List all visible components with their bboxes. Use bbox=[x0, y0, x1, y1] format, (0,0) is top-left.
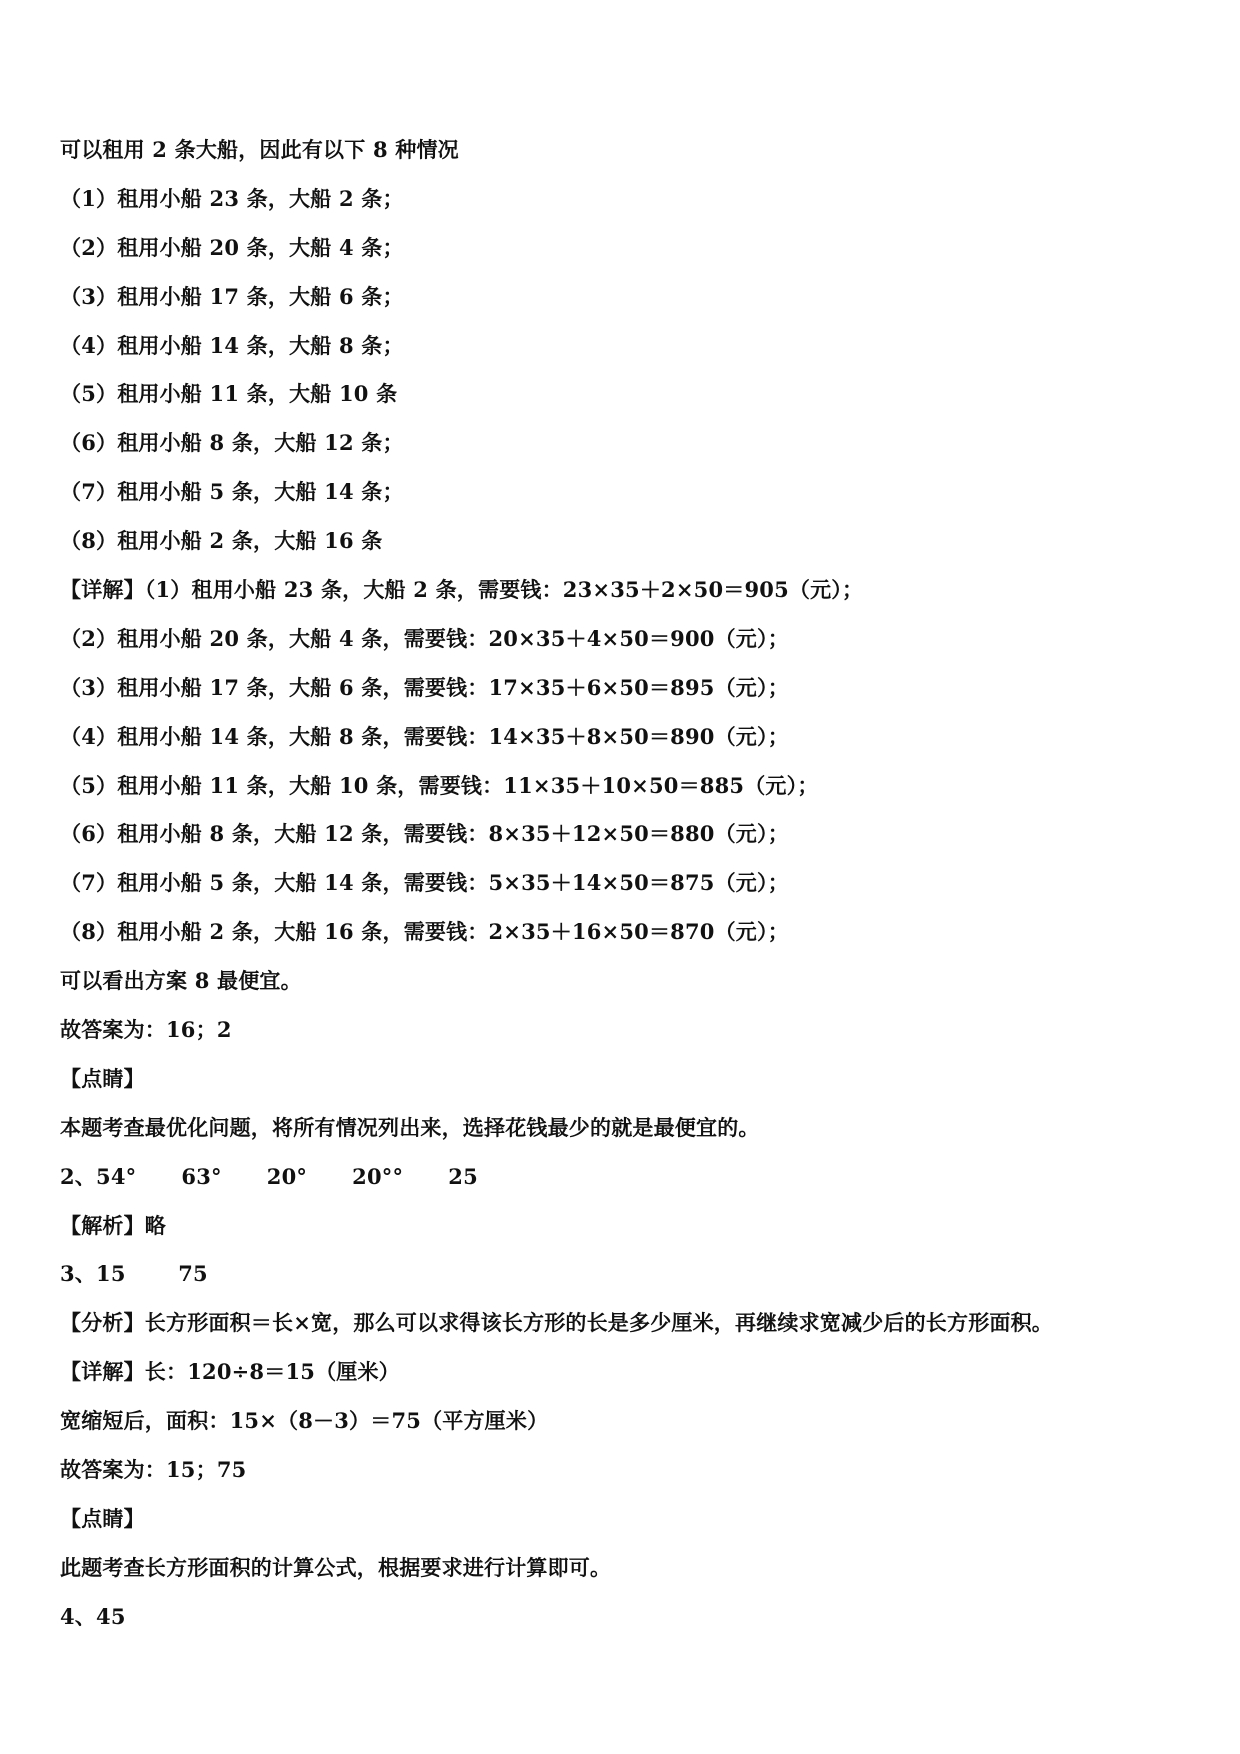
text-line: （4）租用小船 14 条，大船 8 条； bbox=[60, 332, 404, 358]
text-line: （5）租用小船 11 条，大船 10 条，需要钱：11×35＋10×50＝885（元）； bbox=[60, 772, 819, 798]
text-line: （4）租用小船 14 条，大船 8 条，需要钱：14×35＋8×50＝890（元）； bbox=[60, 723, 789, 749]
text-line: 可以看出方案 8 最便宜。 bbox=[60, 968, 302, 994]
answer-text-body bbox=[60, 126, 1200, 1642]
text-line: （5）租用小船 11 条，大船 10 条 bbox=[60, 381, 398, 407]
text-line: （7）租用小船 5 条，大船 14 条； bbox=[60, 479, 404, 505]
text-line: （6）租用小船 8 条，大船 12 条，需要钱：8×35＋12×50＝880（元）； bbox=[60, 821, 789, 847]
text-line: 宽缩短后，面积：15×（8－3）＝75（平方厘米） bbox=[60, 1408, 549, 1434]
text-line: 可以租用 2 条大船，因此有以下 8 种情况 bbox=[60, 137, 459, 162]
text-line: （8）租用小船 2 条，大船 16 条，需要钱：2×35＋16×50＝870（元）； bbox=[60, 919, 789, 945]
text-line: （6）租用小船 8 条，大船 12 条； bbox=[60, 430, 404, 456]
text-line: （3）租用小船 17 条，大船 6 条； bbox=[60, 283, 404, 309]
text-line: 本题考查最优化问题，将所有情况列出来，选择花钱最少的就是最便宜的。 bbox=[60, 1114, 760, 1140]
text-line: （2）租用小船 20 条，大船 4 条，需要钱：20×35＋4×50＝900（元）； bbox=[60, 625, 789, 651]
text-line: 【详解】长：120÷8＝15（厘米） bbox=[60, 1359, 400, 1385]
text-line: 此题考查长方形面积的计算公式，根据要求进行计算即可。 bbox=[60, 1554, 612, 1580]
text-line: 2、54° 63° 20° 20°° 25 bbox=[60, 1163, 478, 1189]
text-line: 故答案为：16；2 bbox=[60, 1017, 232, 1043]
text-line: （3）租用小船 17 条，大船 6 条，需要钱：17×35＋6×50＝895（元）； bbox=[60, 674, 789, 700]
text-line: 3、15 75 bbox=[60, 1261, 208, 1287]
text-line: 【点睛】 bbox=[60, 1505, 145, 1531]
text-line: 【点睛】 bbox=[60, 1065, 145, 1091]
text-line: 4、45 bbox=[60, 1603, 126, 1629]
text-line: （8）租用小船 2 条，大船 16 条 bbox=[60, 528, 383, 554]
text-line: （2）租用小船 20 条，大船 4 条； bbox=[60, 234, 404, 260]
text-line: 【详解】（1）租用小船 23 条，大船 2 条，需要钱：23×35＋2×50＝905（元）； bbox=[60, 577, 864, 603]
text-line: （1）租用小船 23 条，大船 2 条； bbox=[60, 185, 404, 211]
text-line: 故答案为：15；75 bbox=[60, 1457, 247, 1483]
text-line: 【分析】长方形面积＝长×宽，那么可以求得该长方形的长是多少厘米，再继续求宽减少后的长方形面积。 bbox=[60, 1310, 1053, 1336]
text-line: 【解析】略 bbox=[60, 1212, 166, 1238]
text-line: （7）租用小船 5 条，大船 14 条，需要钱：5×35＋14×50＝875（元）； bbox=[60, 870, 789, 896]
